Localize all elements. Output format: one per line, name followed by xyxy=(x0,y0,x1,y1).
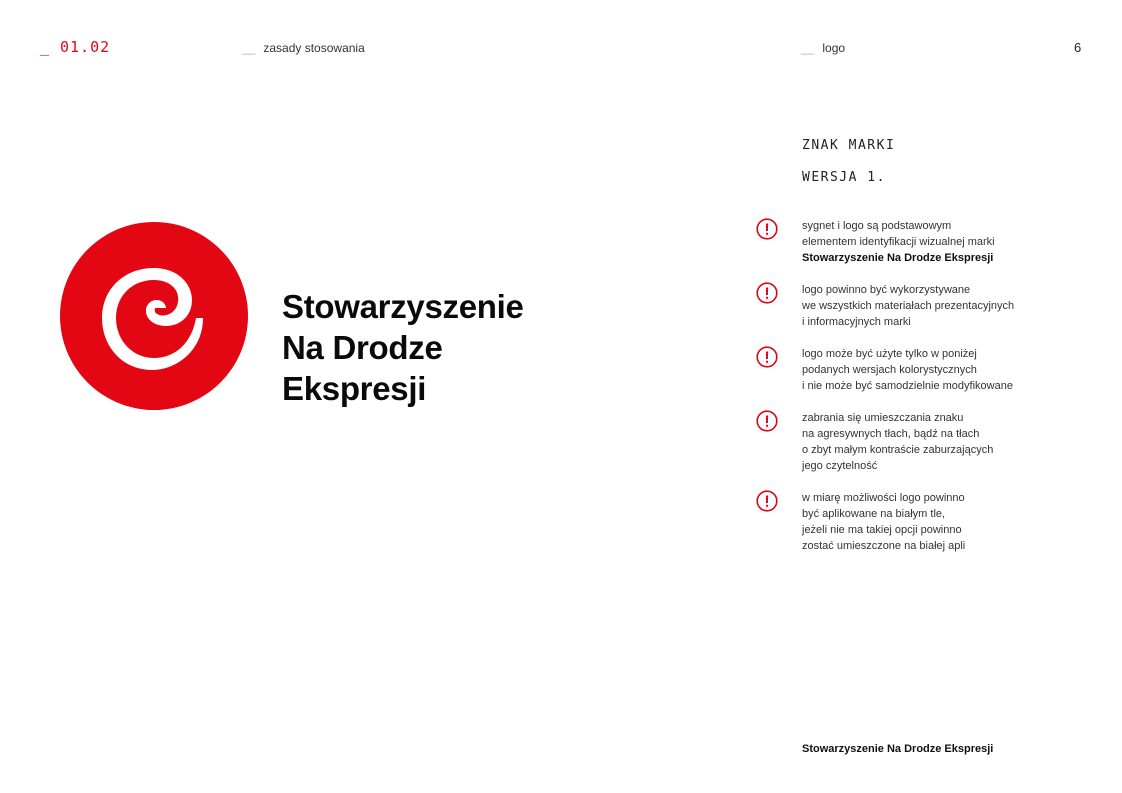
rule-line: sygnet i logo są podstawowym xyxy=(802,220,952,232)
rule-text xyxy=(802,282,1092,330)
rule-line: i nie może być samodzielnie modyfikowane xyxy=(802,380,1013,392)
rule-line: podanych wersjach kolorystycznych xyxy=(802,364,977,376)
rule-line: w miarę możliwości logo powinno xyxy=(802,492,965,504)
brand-name-line-1: Stowarzyszenie xyxy=(282,288,524,325)
brand-name xyxy=(282,286,602,409)
rule-line: logo może być użyte tylko w poniżej xyxy=(802,348,977,360)
rule-text xyxy=(802,346,1092,394)
brand-name-line-3: Ekspresji xyxy=(282,370,427,407)
rule-line: na agresywnych tłach, bądź na tłach xyxy=(802,428,980,440)
rule-text xyxy=(802,218,1092,266)
section-dash: _ xyxy=(40,38,51,56)
section-number: 01.02 xyxy=(60,38,111,56)
section-indicator xyxy=(40,38,110,56)
topic-label xyxy=(242,41,365,55)
subtopic-text: logo xyxy=(822,41,846,55)
exclamation-circle-icon xyxy=(756,218,778,240)
panel-title: ZNAK MARKI xyxy=(802,138,896,153)
rule-line: być aplikowane na białym tle, xyxy=(802,508,946,520)
topic-text: zasady stosowania xyxy=(263,41,365,55)
rule-line: logo powinno być wykorzystywane xyxy=(802,284,971,296)
subtopic-label xyxy=(801,41,845,55)
panel-version: WERSJA 1. xyxy=(802,170,886,185)
rule-line: jego czytelność xyxy=(802,460,878,472)
rule-line: o zbyt małym kontraście zaburzających xyxy=(802,444,994,456)
rule-text xyxy=(802,490,1092,554)
topic-dash: __ xyxy=(242,41,256,55)
exclamation-circle-icon xyxy=(756,490,778,512)
exclamation-circle-icon xyxy=(756,282,778,304)
footer-brand: Stowarzyszenie Na Drodze Ekspresji xyxy=(802,743,994,755)
page-number: 6 xyxy=(1074,40,1082,55)
rule-line: we wszystkich materiałach prezentacyjnych xyxy=(802,300,1015,312)
brand-name-line-2: Na Drodze xyxy=(282,329,443,366)
rule-line: jeżeli nie ma takiej opcji powinno xyxy=(802,524,962,536)
subtopic-dash: __ xyxy=(801,41,815,55)
rule-line: zostać umieszczone na białej apli xyxy=(802,540,966,552)
exclamation-circle-icon xyxy=(756,410,778,432)
rule-line-bold: Stowarzyszenie Na Drodze Ekspresji xyxy=(802,252,994,264)
exclamation-circle-icon xyxy=(756,346,778,368)
spiral-e-logo-icon xyxy=(60,222,248,410)
rule-line: zabrania się umieszczania znaku xyxy=(802,412,964,424)
rule-line: elementem identyfikacji wizualnej marki xyxy=(802,236,995,248)
rule-text xyxy=(802,410,1092,474)
rule-line: i informacyjnych marki xyxy=(802,316,911,328)
